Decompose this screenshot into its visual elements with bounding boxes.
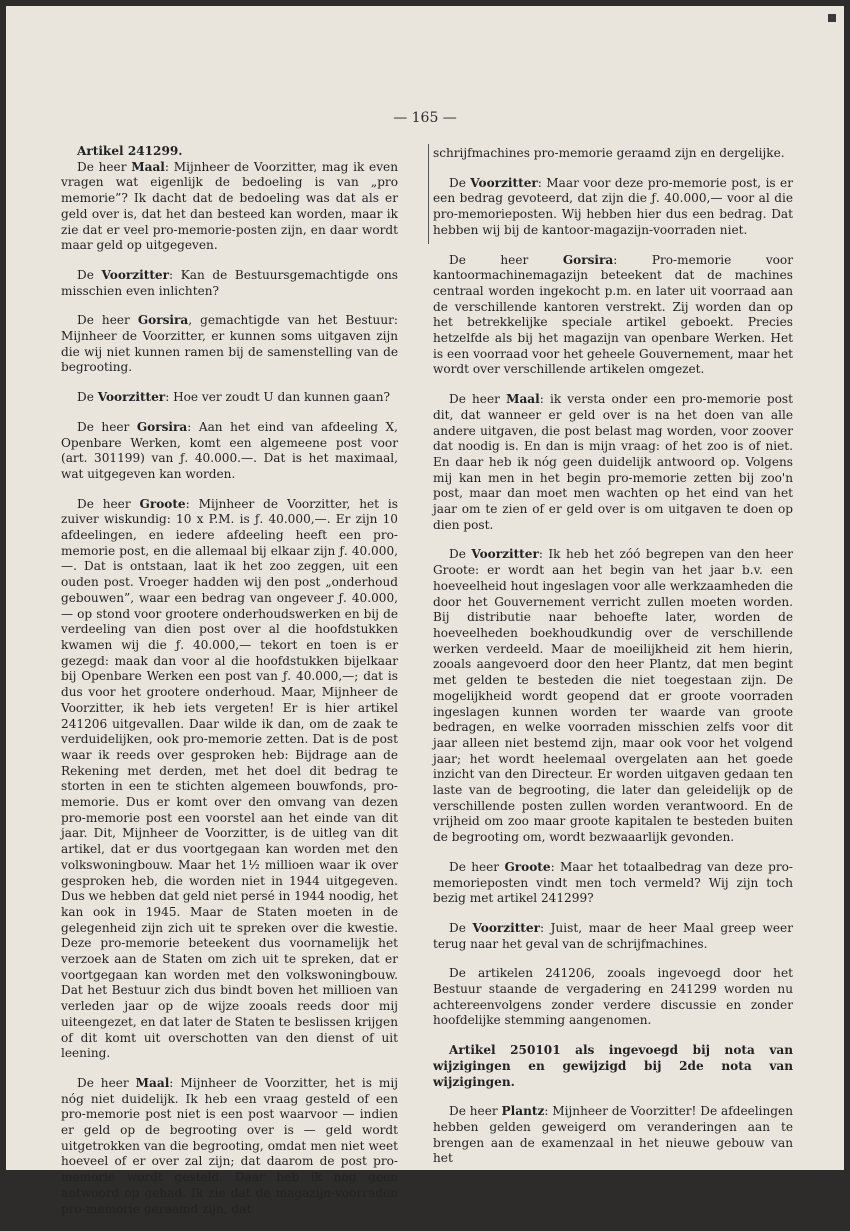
speaker-paragraph [433,392,793,533]
speech-text: : Mijnheer de Voorzitter, mag ik even vragen wat eigenlijk de bedoeling is van „pro memorie”? Ik dacht dat de bedoeling was dat als er geld over is, dat het dan besteed kan worden, maar ik zie dat er veel pro-memorie-posten zijn, en daar wordt maar geld op uitgegeven. [61,159,398,253]
speaker-paragraph [433,253,793,379]
speaker-lead: De [449,547,472,562]
speaker-paragraph [61,1076,398,1217]
speaker-lead: De [449,920,473,935]
speaker-lead: De [77,267,102,282]
speaker-paragraph [61,160,398,254]
speaker-lead: De heer [449,392,507,407]
article-heading [61,144,398,160]
speech-text: : Maar voor deze pro-memorie post, is er een bedrag gevoteerd, dat zijn die ƒ. 40.000,— voor al die pro-memorieposten. Wij hebben hier dus een bedrag. Dat hebben wij bij de kantoor-magazijn-voorraden niet. [433,175,793,237]
speaker-paragraph [433,860,793,907]
speaker-paragraph [61,420,398,483]
speaker-name: Voorzitter [470,175,538,190]
speech-text: : Juist, maar de heer Maal greep weer terug naar het geval van de schrijfmachines. [433,920,793,951]
left-column [61,144,398,1231]
page-corner-mark [828,14,836,22]
speaker-lead: De heer [77,313,138,328]
speaker-paragraph [61,390,398,406]
document-page [6,6,844,1216]
speech-text: : Pro-memorie voor kantoormachinemagazijn beteekent dat de machines centraal worden ingekocht p.m. en later uit voorraad aan de verschillende kantoren verstrekt. Zij worden dan op het betrekkelijke speciale artikel geboekt. Precies hetzelfde als bij het magazijn van openbare Werken. Het is een voorraad voor het geheele Gouvernement, maar het wordt over verschillende artikelen omgezet. [433,252,793,377]
speaker-paragraph [61,313,398,376]
speaker-name: Gorsira [137,313,189,328]
speaker-paragraph [433,176,793,239]
speaker-name: Gorsira [136,419,188,434]
speaker-lead: De heer [449,1104,502,1119]
speaker-lead: De heer [449,252,563,267]
article-heading-text: Artikel 241299. [77,144,183,158]
speaker-name: Groote [504,859,551,874]
page-number: — 165 — [393,110,457,126]
speaker-paragraph [433,921,793,952]
speaker-name: Plantz [501,1104,545,1119]
speaker-lead: De [77,390,98,405]
article-heading [433,1043,793,1090]
speaker-name: Maal [135,1075,170,1090]
speaker-lead: De heer [77,159,132,174]
speaker-name: Groote [139,496,186,511]
speaker-lead: De heer [77,419,137,434]
speaker-paragraph [433,547,793,845]
speaker-name: Voorzitter [472,920,540,935]
speaker-lead: De [449,175,471,190]
speech-text: : Mijnheer de Voorzitter! De afdeelingen hebben gelden geweigerd om veranderingen aan te brengen aan de examenzaal in het nieuwe gebouw van het [433,1104,793,1166]
speech-text: : Hoe ver zoudt U dan kunnen gaan? [165,390,390,405]
speaker-name: Gorsira [562,252,614,267]
speaker-lead: De heer [449,859,505,874]
speaker-paragraph [433,1104,793,1167]
speaker-paragraph [61,268,398,299]
speaker-name: Voorzitter [101,267,169,282]
speaker-lead: De heer [77,496,140,511]
paragraph: schrijfmachines pro-memorie geraamd zijn en dergelijke. [433,146,785,160]
speaker-name: Maal [506,392,540,407]
speech-text: : Mijnheer de Voorzitter, het is mij nóg niet duidelijk. Ik heb een vraag gesteld of een pro-memorie post niet is een post waarvoor — indien er geld op de begrooting over is — geld wordt uitgetrokken van die begrooting, omdat men niet weet hoeveel of er over zal zijn; dat daarom de post pro-memorie wordt gesteld. Daar heb ik nog geen antwoord op gehad. Ik zie dat de magazijn-voorraden pro-memorie geraamd zijn, dat [61,1075,398,1216]
speech-text: : Kan de Bestuursgemachtigde ons misschien even inlichten? [61,267,399,298]
paragraph: De artikelen 241206, zooals ingevoegd door het Bestuur staande de vergadering en 241299 worden nu achtereenvolgens zonder verdere discussie en zonder hoofdelijke stemming aangenomen. [433,966,793,1028]
speaker-lead: De heer [77,1075,136,1090]
right-column [433,146,793,1181]
speaker-name: Voorzitter [471,547,539,562]
article-heading-text: Artikel 250101 als ingevoegd bij nota van wijzigingen en gewijzigd bij 2de nota van wijzigingen. [433,1043,793,1089]
speaker-paragraph [61,497,398,1062]
speaker-name: Maal [131,159,165,174]
column-rule [428,144,429,244]
speech-text: , gemachtigde van het Bestuur: Mijnheer de Voorzitter, er kunnen soms uitgaven zijn die wij niet kunnen ramen bij de samenstelling van de begrooting. [61,313,398,375]
speech-text: : Aan het eind van afdeeling X, Openbare Werken, komt een algemeene post voor (art. 301199) van ƒ. 40.000.—. Dat is het maximaal, wat uitgegeven kan worden. [61,419,398,481]
speech-text: : Mijnheer de Voorzitter, het is zuiver wiskundig: 10 x P.M. is ƒ. 40.000,—. Er zijn 10 afdeelingen, en iedere afdeeling heeft een pro-memorie post, en die allemaal bij elkaar zijn ƒ. 40.000,—. Dat is ontstaan, laat ik het zoo zeggen, uit een ouden post. Vroeger hadden wij den post „onderhoud gebouwen”, waar een bedrag van ongeveer ƒ. 40.000,— op stond voor grootere onderhoudswerken en bij de verdeeling van dien post over al die hoofdstukken kwamen wij die ƒ. 40.000,— tekort en toen is er gezegd: maak dan voor al die hoofdstukken bijelkaar bij Openbare Werken een post van ƒ. 40.000,—; dat is dus voor het grootere onderhoud. Maar, Mijnheer de Voorzitter, ik heb iets vergeten! Er is hier artikel 241206 uitgevallen. Daar wilde ik dan, om de zaak te verduidelijken, ook pro-memorie zetten. Dat is de post waar ik reeds over gesproken heb: Bijdrage aan de Rekening met derden, met het doel dit bedrag te storten in een te stichten algemeen bouwfonds, pro-memorie. Dus er komt over den omvang van dezen pro-memorie post een voorstel aan het einde van dit jaar. Dit, Mijnheer de Voorzitter, is de uitleg van dit artikel, dat er dus voortgegaan kan worden met den volkswoningbouw. Maar het 1½ millioen waar ik over gesproken heb, die worden niet in 1944 uitgegeven. Dus we hebben dat geld niet persé in 1944 noodig, het kan ook in 1945. Maar de Staten moeten in de gelegenheid zijn zich uit te spreken over die kwestie. Deze pro-memorie beteekent dus voornamelijk het verzoek aan de Staten om zich uit te spreken, dat er voortgegaan kan worden met den volkswoningbouw. Dat het Bestuur zich dus bindt boven het millioen van verleden jaar op de wijze zooals reeds door mij uiteengezet, en dat later de Staten te beslissen krijgen of dit komt uit overschotten van den dienst of uit leening. [61,496,398,1061]
speech-text: : ik versta onder een pro-memorie post dit, dat wanneer er geld over is na het doen van alle andere uitgaven, die post belast mag worden, voor zoover dat noodig is. En dan is mijn vraag: of het zoo is of niet. En daar heb ik nóg geen duidelijk antwoord op. Volgens mij kan men in het begin pro-memorie zetten bij zoo'n post, maar dan moet men wachten op het eind van het jaar om te zien of er geld over is om uitgaven te doen op dien post. [433,392,793,532]
speaker-name: Voorzitter [97,390,166,405]
speech-text: : Maar het totaalbedrag van deze pro-memorieposten vindt men toch vermeld? Wij zijn toch bezig met artikel 241299? [433,859,793,906]
speech-text: : Ik heb het zóó begrepen van den heer Groote: er wordt aan het begin van het jaar b.v. een hoeveelheid hout ingeslagen voor alle werkzaamheden die door het Gouvernement verricht zullen moeten worden. Bij distributie naar behoefte later, worden de hoeveelheden boekhoudkundig over de verschillende werken verdeeld. Maar de moeilijkheid zit hem hierin, zooals aangevoerd door den heer Plantz, dat men begint met gelden te besteden die niet toegestaan zijn. De mogelijkheid wordt geopend dat er groote voorraden ingeslagen kunnen worden ter waarde van groote bedragen, en welke voorraden misschien zelfs voor dit jaar alleen niet bestemd zijn, maar ook voor het volgend jaar; het wordt heelemaal overgelaten aan het goede inzicht van den Directeur. Er worden uitgaven gedaan ten laste van de begrooting, die later dan geleidelijk op de verschillende posten zullen worden verantwoord. En de vrijheid om zoo maar groote kapitalen te besteden buiten de begrooting om, wordt bezwaaarlijk gevonden. [433,547,793,845]
